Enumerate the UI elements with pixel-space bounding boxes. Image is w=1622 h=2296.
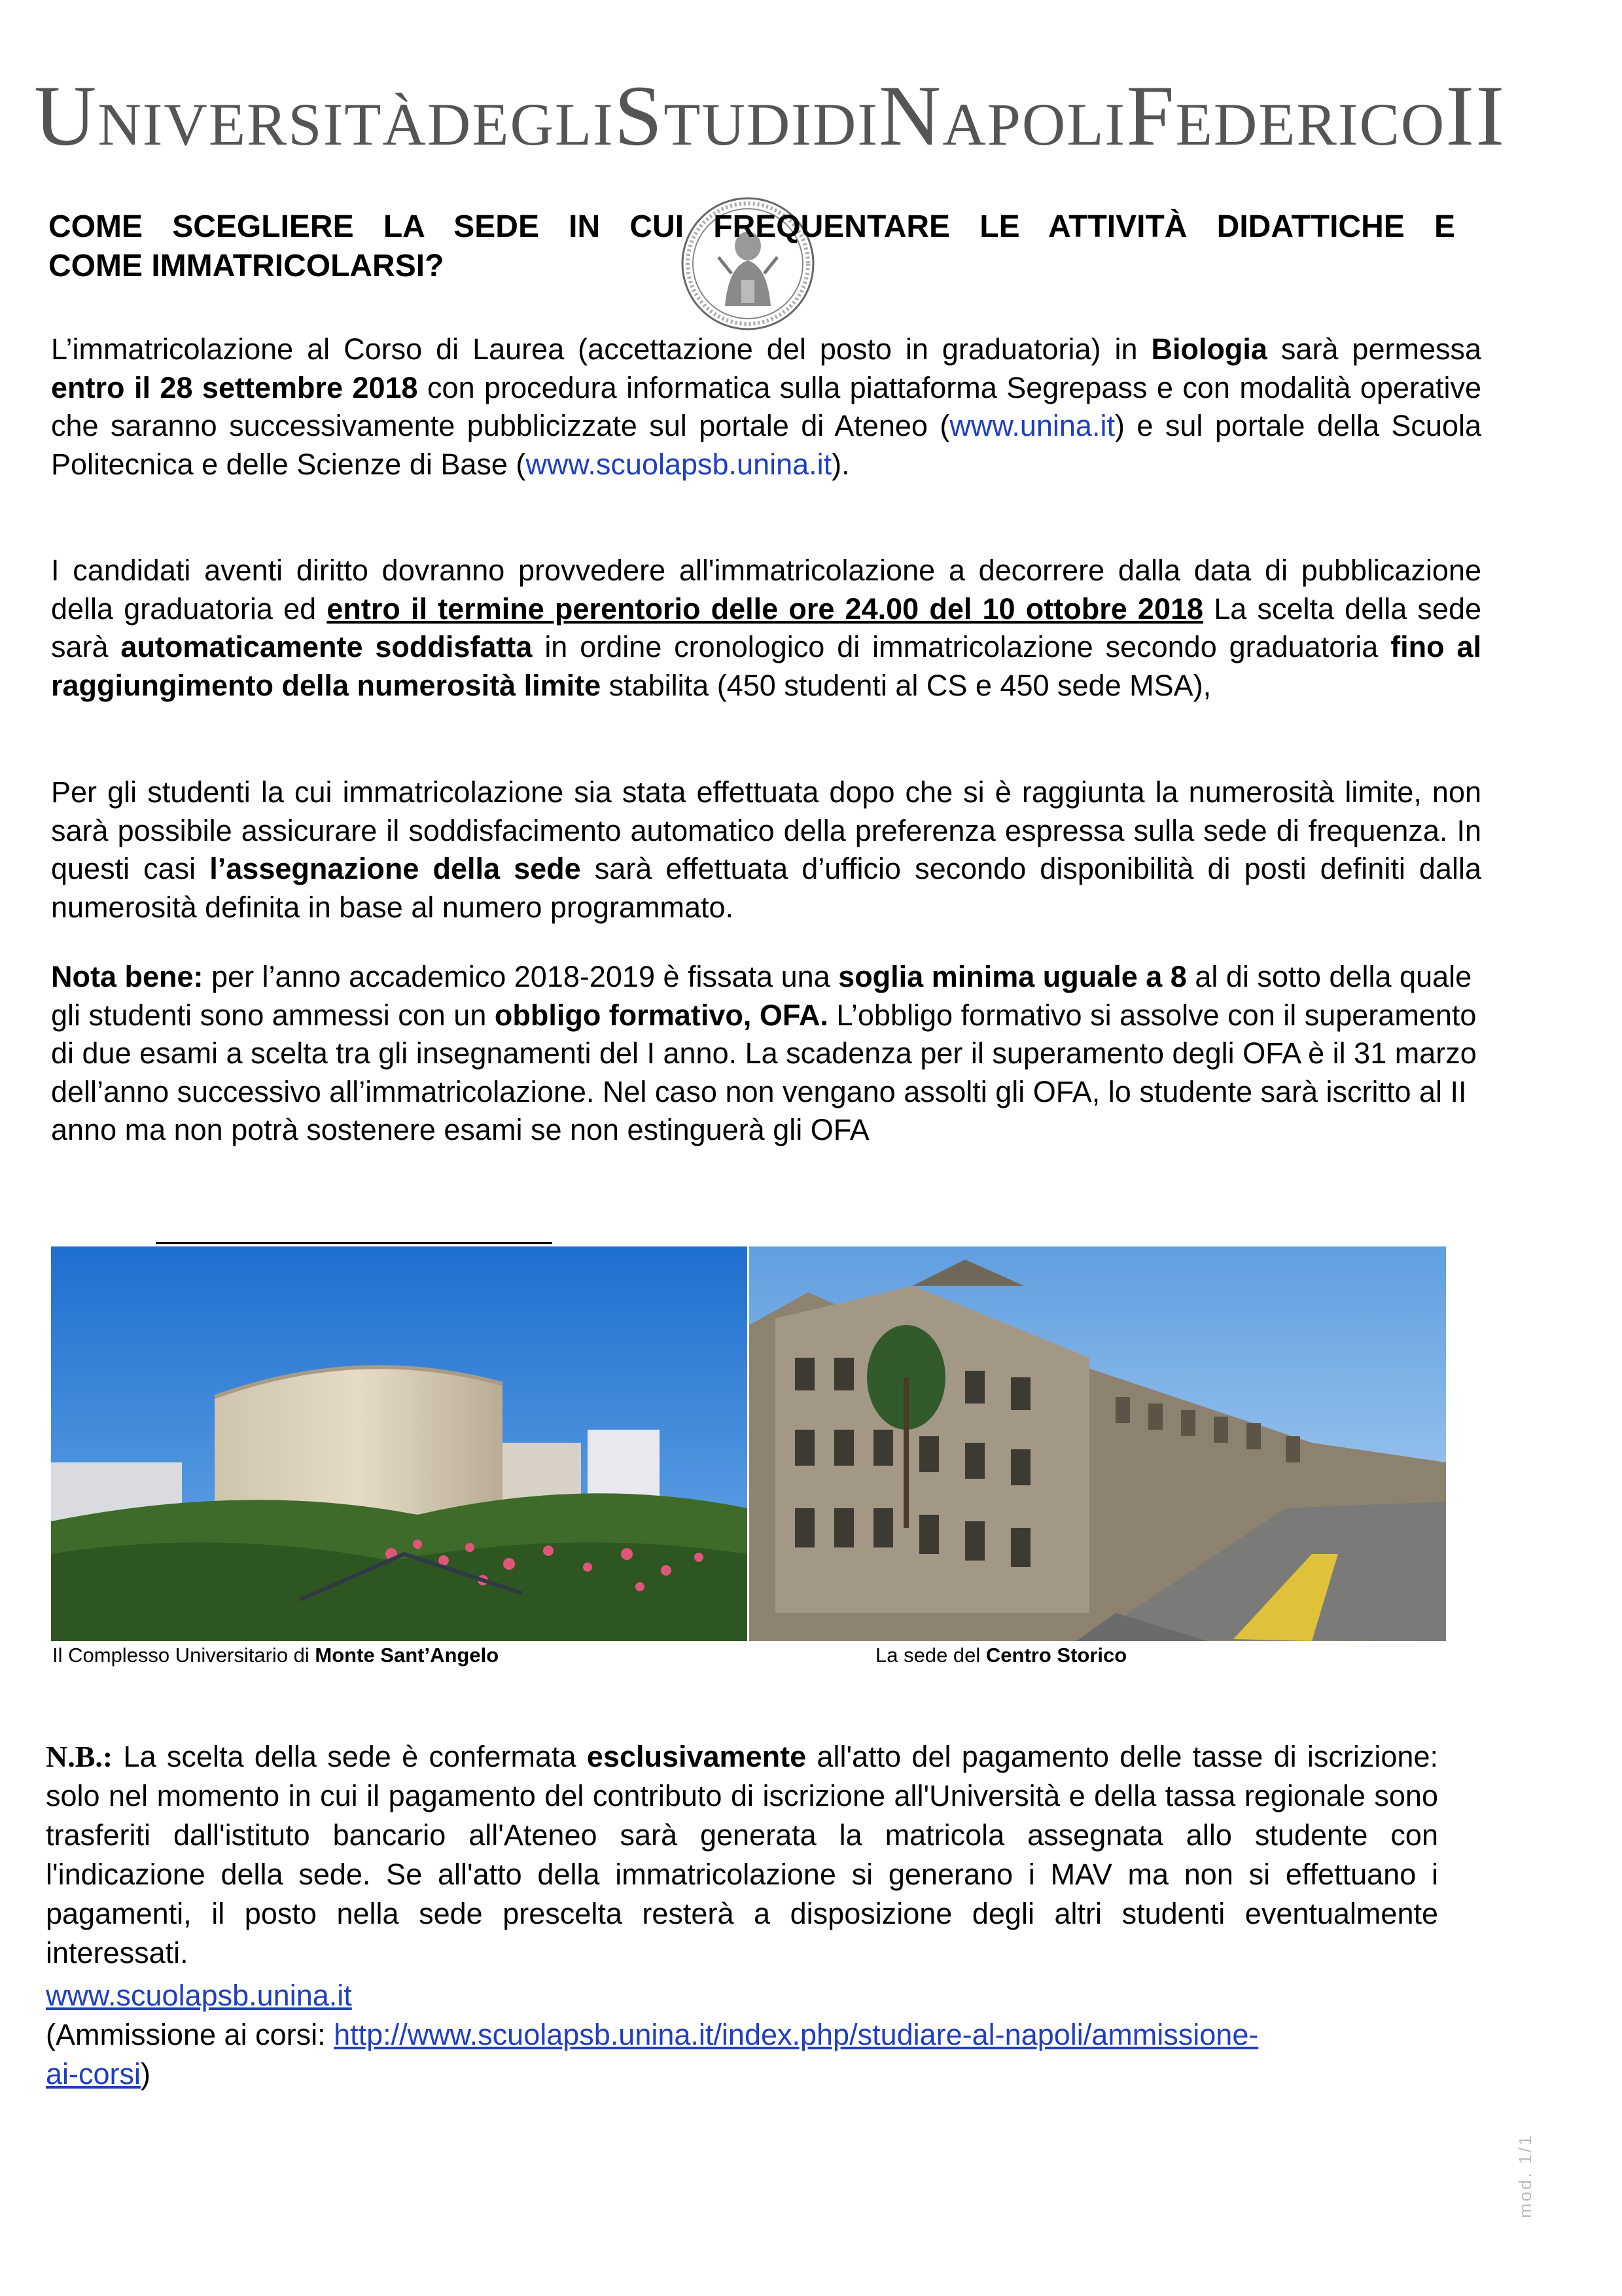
scuolapsb-link[interactable]: www.scuolapsb.unina.it <box>525 447 832 481</box>
page-title-line-1: COME SCEGLIERE LA SEDE IN CUI FREQUENTARE LE ATTIVITÀ DIDATTICHE E <box>48 209 1455 244</box>
caption-centro-storico <box>875 1644 1127 1667</box>
emphasis: obbligo formativo, OFA. <box>494 998 828 1032</box>
masthead-word: II <box>1445 67 1506 164</box>
ammissione-link-continued[interactable]: ai-corsi <box>46 2057 141 2091</box>
scuolapsb-site-link[interactable]: www.scuolapsb.unina.it <box>46 1979 352 2012</box>
paragraph-nota-bene <box>51 958 1481 1150</box>
form-version-text: mod. 1/1 <box>1515 2133 1535 2218</box>
reference-links <box>46 1976 1485 2094</box>
caption-place: Centro Storico <box>985 1644 1127 1667</box>
masthead-word: FEDERICO <box>1126 67 1446 164</box>
text: Per gli studenti la cui immatricolazione sia stata effettuata dopo che si è raggiunta la numerosità limite, non sarà possibile assicurare il soddisfacimento automatico della preferenza espressa sulla sede di frequenza. In questi casi <box>51 775 1481 885</box>
text: sarà effettuata d’ufficio secondo disponibilità di posti definiti dalla numerosità definita in base al numero programmato. <box>51 852 1481 924</box>
page-title-line-2: COME IMMATRICOLARSI? <box>48 249 444 283</box>
text: ). <box>832 447 850 481</box>
text: ) e sul portale della Scuola Politecnica e delle Scienze di Base ( <box>51 409 1482 481</box>
text: con procedura informatica sulla piattaforma Segrepass e con modalità operative che saranno successivamente pubblicizzate sul portale di Ateneo ( <box>51 370 1481 442</box>
text: ) <box>141 2057 151 2091</box>
nota-bene-label: Nota bene: <box>51 960 203 993</box>
text: La scelta della sede è confermata <box>113 1740 587 1773</box>
nb-label: N.B.: <box>46 1740 113 1773</box>
paragraph-enrollment <box>51 330 1481 484</box>
paragraph-nb <box>46 1737 1438 1973</box>
text: L’immatricolazione al Corso di Laurea (accettazione del posto in graduatoria) in <box>51 332 1152 366</box>
university-masthead <box>34 65 1506 164</box>
text: I candidati aventi diritto dovranno provvedere all'immatricolazione a decorrere dalla data di pubblicazione della graduatoria ed <box>51 554 1481 626</box>
caption-text: Il Complesso Universitario di <box>52 1644 315 1667</box>
text: (Ammissione ai corsi: <box>46 2018 334 2051</box>
ammissione-link[interactable]: http://www.scuolapsb.unina.it/index.php/studiare-al-napoli/ammissione- <box>334 2018 1259 2051</box>
text: stabilita (450 studenti al CS e 450 sede MSA), <box>601 668 1212 702</box>
paragraph-assignment <box>51 773 1481 927</box>
masthead-word: DI <box>812 91 879 158</box>
emphasis: esclusivamente <box>586 1740 807 1773</box>
paragraph-candidates <box>51 552 1481 705</box>
deadline-underlined: entro il termine perentorio delle ore 24.00 del 10 ottobre 2018 <box>326 592 1204 626</box>
masthead-word: NAPOLI <box>878 67 1127 164</box>
text: La scelta della sede sarà <box>51 592 1482 663</box>
masthead-word: DEGLI <box>427 91 614 158</box>
text: all'atto del pagamento delle tasse di iscrizione: solo nel momento in cui il pagamento del contributo di iscrizione all'Università e della tassa regionale sono trasferiti dall'istituto bancario all'Ateneo sarà generata la matricola assegnata allo studente con l'indicazione della sede. Se all'atto della immatricolazione si generano i MAV ma non si effettuano i pagamenti, il posto nella sede prescelta resterà a disposizione degli altri studenti eventualmente interessati. <box>46 1740 1438 1969</box>
caption-place: Monte Sant’Angelo <box>315 1644 499 1667</box>
course-name: Biologia <box>1151 332 1267 366</box>
text: in ordine cronologico di immatricolazione secondo graduatoria <box>532 630 1391 663</box>
text: L’obbligo formativo si assolve con il superamento di due esami a scelta tra gli insegnamenti del I anno. La scadenza per il superamento degli OFA è il 31 marzo dell’anno successivo all’immatricolazione. Nel caso non vengano assolti gli OFA, lo studente sarà iscritto al II anno ma non potrà sostenere esami se non estinguerà gli OFA <box>51 998 1477 1146</box>
separator-line <box>156 1242 552 1244</box>
masthead-word: UNIVERSITÀ <box>34 67 427 164</box>
masthead-word: STUDI <box>614 67 813 164</box>
text: per l’anno accademico 2018-2019 è fissata una <box>203 960 839 993</box>
caption-text: La sede del <box>875 1644 986 1667</box>
centro-storico-photo <box>749 1246 1446 1641</box>
monte-santangelo-photo <box>51 1246 747 1641</box>
caption-monte-santangelo <box>52 1644 499 1667</box>
emphasis: l’assegnazione della sede <box>209 852 581 885</box>
unina-link[interactable]: www.unina.it <box>949 409 1115 442</box>
emphasis: automaticamente soddisfatta <box>120 630 533 663</box>
emphasis: soglia minima uguale a 8 <box>838 960 1187 993</box>
form-version <box>1511 2094 1538 2218</box>
deadline: entro il 28 settembre 2018 <box>51 370 418 404</box>
emphasis: fino al raggiungimento della numerosità limite <box>51 630 1482 702</box>
text: sarà permessa <box>1267 332 1482 366</box>
text: al di sotto della quale gli studenti sono ammessi con un <box>51 960 1472 1032</box>
